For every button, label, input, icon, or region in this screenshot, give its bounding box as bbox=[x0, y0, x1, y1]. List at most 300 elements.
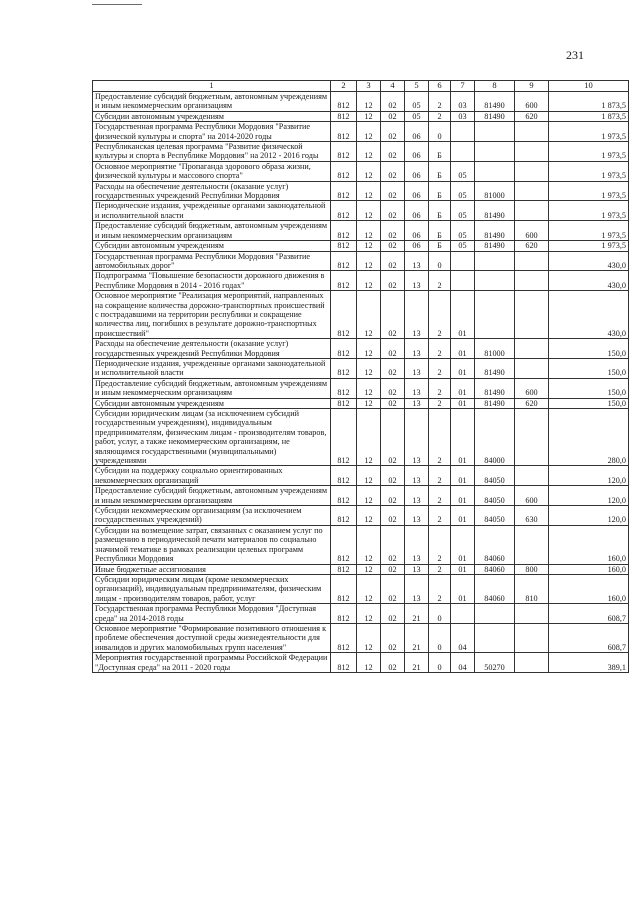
row-code-c7: 01 bbox=[451, 525, 475, 564]
row-code-c5: 05 bbox=[405, 111, 429, 121]
row-code-c7 bbox=[451, 604, 475, 624]
row-code-c6: 2 bbox=[429, 486, 451, 506]
row-code-c2: 812 bbox=[331, 358, 357, 378]
table-row bbox=[93, 241, 629, 251]
row-amount: 150,0 bbox=[549, 339, 629, 359]
row-code-c8: 50270 bbox=[475, 653, 515, 673]
row-code-c8: 81000 bbox=[475, 181, 515, 201]
table-row bbox=[93, 466, 629, 486]
column-header: 4 bbox=[381, 81, 405, 92]
table-row bbox=[93, 378, 629, 398]
row-code-c4: 02 bbox=[381, 409, 405, 466]
column-header: 8 bbox=[475, 81, 515, 92]
table-row bbox=[93, 111, 629, 121]
table-row bbox=[93, 398, 629, 408]
row-code-c4: 02 bbox=[381, 142, 405, 162]
page-number: 231 bbox=[566, 48, 584, 62]
row-code-c8 bbox=[475, 623, 515, 652]
row-code-c7: 01 bbox=[451, 466, 475, 486]
row-code-c3: 12 bbox=[357, 653, 381, 673]
row-code-c4: 02 bbox=[381, 161, 405, 181]
row-code-c3: 12 bbox=[357, 142, 381, 162]
row-code-c3: 12 bbox=[357, 271, 381, 291]
row-code-c7 bbox=[451, 142, 475, 162]
row-code-c6: 2 bbox=[429, 111, 451, 121]
row-code-c5: 13 bbox=[405, 358, 429, 378]
table-row bbox=[93, 409, 629, 466]
row-code-c6: 0 bbox=[429, 653, 451, 673]
row-code-c7: 01 bbox=[451, 564, 475, 574]
row-code-c4: 02 bbox=[381, 604, 405, 624]
row-name: Субсидии юридическим лицам (за исключением субсидий государственным учреждениям), индивидуальным предпринимателям, физическим лицам - производителям товаров, работ, услуг, а также некоммерческим организациям, не являющимся государственными (муниципальными) учреждениями bbox=[93, 409, 331, 466]
row-code-c2: 812 bbox=[331, 142, 357, 162]
row-code-c8: 84060 bbox=[475, 574, 515, 603]
row-name: Периодические издания, учрежденные органами законодательной и исполнительной власти bbox=[93, 358, 331, 378]
row-code-c3: 12 bbox=[357, 409, 381, 466]
row-code-c9 bbox=[515, 161, 549, 181]
row-code-c5: 06 bbox=[405, 122, 429, 142]
column-header: 10 bbox=[549, 81, 629, 92]
row-code-c9 bbox=[515, 358, 549, 378]
row-code-c2: 812 bbox=[331, 92, 357, 112]
row-code-c4: 02 bbox=[381, 358, 405, 378]
row-name: Субсидии автономным учреждениям bbox=[93, 398, 331, 408]
table-row bbox=[93, 92, 629, 112]
row-code-c9 bbox=[515, 623, 549, 652]
row-code-c7 bbox=[451, 251, 475, 271]
row-code-c7: 01 bbox=[451, 358, 475, 378]
row-code-c5: 21 bbox=[405, 623, 429, 652]
row-code-c5: 06 bbox=[405, 201, 429, 221]
row-code-c6: Б bbox=[429, 161, 451, 181]
row-code-c7: 01 bbox=[451, 339, 475, 359]
row-code-c4: 02 bbox=[381, 251, 405, 271]
row-name: Государственная программа Республики Мордовия "Развитие автомобильных дорог" bbox=[93, 251, 331, 271]
row-code-c2: 812 bbox=[331, 409, 357, 466]
row-code-c3: 12 bbox=[357, 398, 381, 408]
row-code-c7: 01 bbox=[451, 486, 475, 506]
row-amount: 1 873,5 bbox=[549, 111, 629, 121]
row-code-c3: 12 bbox=[357, 111, 381, 121]
row-code-c3: 12 bbox=[357, 291, 381, 339]
table-row bbox=[93, 271, 629, 291]
row-code-c9: 810 bbox=[515, 574, 549, 603]
row-code-c9 bbox=[515, 271, 549, 291]
row-code-c3: 12 bbox=[357, 339, 381, 359]
row-code-c7: 03 bbox=[451, 92, 475, 112]
row-code-c8: 84000 bbox=[475, 409, 515, 466]
row-name: Мероприятия государственной программы Российской Федерации "Доступная среда" на 2011 - 2020 годы bbox=[93, 653, 331, 673]
row-code-c3: 12 bbox=[357, 486, 381, 506]
column-header: 1 bbox=[93, 81, 331, 92]
row-code-c6: 2 bbox=[429, 339, 451, 359]
row-code-c9 bbox=[515, 339, 549, 359]
row-code-c5: 06 bbox=[405, 142, 429, 162]
row-code-c2: 812 bbox=[331, 623, 357, 652]
column-header: 5 bbox=[405, 81, 429, 92]
row-code-c6: 2 bbox=[429, 271, 451, 291]
table-row bbox=[93, 201, 629, 221]
row-code-c3: 12 bbox=[357, 181, 381, 201]
row-code-c5: 13 bbox=[405, 378, 429, 398]
row-code-c2: 812 bbox=[331, 378, 357, 398]
row-amount: 1 873,5 bbox=[549, 92, 629, 112]
table-row bbox=[93, 574, 629, 603]
row-name: Предоставление субсидий бюджетным, автономным учреждениям и иным некоммерческим организациям bbox=[93, 221, 331, 241]
row-code-c6: 0 bbox=[429, 604, 451, 624]
row-code-c6: 2 bbox=[429, 378, 451, 398]
row-code-c4: 02 bbox=[381, 506, 405, 526]
row-name: Подпрограмма "Повышение безопасности дорожного движения в Республике Мордовия в 2014 - 2016 годах" bbox=[93, 271, 331, 291]
row-amount: 1 973,5 bbox=[549, 201, 629, 221]
row-code-c4: 02 bbox=[381, 486, 405, 506]
row-code-c9: 620 bbox=[515, 111, 549, 121]
row-code-c7 bbox=[451, 271, 475, 291]
row-code-c5: 21 bbox=[405, 604, 429, 624]
row-code-c8 bbox=[475, 291, 515, 339]
row-code-c5: 13 bbox=[405, 574, 429, 603]
row-code-c4: 02 bbox=[381, 122, 405, 142]
row-code-c3: 12 bbox=[357, 564, 381, 574]
row-code-c4: 02 bbox=[381, 574, 405, 603]
row-code-c3: 12 bbox=[357, 161, 381, 181]
row-amount: 608,7 bbox=[549, 604, 629, 624]
row-code-c9 bbox=[515, 291, 549, 339]
row-code-c3: 12 bbox=[357, 506, 381, 526]
row-code-c2: 812 bbox=[331, 201, 357, 221]
row-code-c5: 13 bbox=[405, 251, 429, 271]
row-name: Предоставление субсидий бюджетным, автономным учреждениям и иным некоммерческим организациям bbox=[93, 378, 331, 398]
row-code-c3: 12 bbox=[357, 358, 381, 378]
row-code-c9: 600 bbox=[515, 92, 549, 112]
row-code-c3: 12 bbox=[357, 378, 381, 398]
row-code-c8 bbox=[475, 604, 515, 624]
row-code-c9 bbox=[515, 181, 549, 201]
row-code-c8: 84060 bbox=[475, 564, 515, 574]
row-code-c4: 02 bbox=[381, 653, 405, 673]
row-code-c8 bbox=[475, 251, 515, 271]
budget-table bbox=[92, 80, 629, 673]
row-code-c6: Б bbox=[429, 241, 451, 251]
row-code-c4: 02 bbox=[381, 291, 405, 339]
row-code-c3: 12 bbox=[357, 466, 381, 486]
row-code-c6: 0 bbox=[429, 122, 451, 142]
row-code-c4: 02 bbox=[381, 398, 405, 408]
row-code-c4: 02 bbox=[381, 241, 405, 251]
row-code-c3: 12 bbox=[357, 251, 381, 271]
row-code-c9: 800 bbox=[515, 564, 549, 574]
row-code-c5: 21 bbox=[405, 653, 429, 673]
table-row bbox=[93, 564, 629, 574]
row-code-c7: 04 bbox=[451, 653, 475, 673]
row-code-c5: 06 bbox=[405, 221, 429, 241]
row-code-c6: Б bbox=[429, 221, 451, 241]
row-name: Государственная программа Республики Мордовия "Развитие физической культуры и спорта" на 2014-2020 годы bbox=[93, 122, 331, 142]
row-code-c9: 600 bbox=[515, 486, 549, 506]
table-row bbox=[93, 221, 629, 241]
row-code-c7: 01 bbox=[451, 506, 475, 526]
row-code-c7: 01 bbox=[451, 574, 475, 603]
row-name: Предоставление субсидий бюджетным, автономным учреждениям и иным некоммерческим организациям bbox=[93, 486, 331, 506]
row-code-c5: 13 bbox=[405, 409, 429, 466]
row-amount: 430,0 bbox=[549, 251, 629, 271]
row-code-c3: 12 bbox=[357, 241, 381, 251]
row-code-c3: 12 bbox=[357, 92, 381, 112]
row-name: Основное мероприятие "Реализация мероприятий, направленных на сокращение количества дорожно-транспортных происшествий с пострадавшими на территории республики и сокращение количества лиц, погибших в результате дорожно-транспортных происшествий" bbox=[93, 291, 331, 339]
row-code-c5: 13 bbox=[405, 339, 429, 359]
row-code-c8 bbox=[475, 161, 515, 181]
row-code-c5: 06 bbox=[405, 181, 429, 201]
table-row bbox=[93, 623, 629, 652]
row-amount: 1 973,5 bbox=[549, 181, 629, 201]
table-row bbox=[93, 525, 629, 564]
table-row bbox=[93, 339, 629, 359]
row-code-c8: 81490 bbox=[475, 378, 515, 398]
row-code-c9: 630 bbox=[515, 506, 549, 526]
row-code-c2: 812 bbox=[331, 604, 357, 624]
row-name: Субсидии на возмещение затрат, связанных с оказанием услуг по размещению в периодической печати материалов по социально значимой тематике в рамках реализации целевых программ Республики Мордовия bbox=[93, 525, 331, 564]
row-code-c4: 02 bbox=[381, 525, 405, 564]
row-code-c5: 13 bbox=[405, 506, 429, 526]
row-code-c9 bbox=[515, 525, 549, 564]
row-code-c5: 13 bbox=[405, 564, 429, 574]
row-code-c4: 02 bbox=[381, 271, 405, 291]
row-code-c3: 12 bbox=[357, 574, 381, 603]
row-code-c4: 02 bbox=[381, 181, 405, 201]
row-code-c5: 06 bbox=[405, 161, 429, 181]
row-name: Основное мероприятие "Формирование позитивного отношения к проблеме обеспечения доступной среды жизнедеятельности для инвалидов и других маломобильных групп населения" bbox=[93, 623, 331, 652]
row-code-c5: 13 bbox=[405, 525, 429, 564]
row-name: Субсидии автономным учреждениям bbox=[93, 111, 331, 121]
row-code-c9: 600 bbox=[515, 378, 549, 398]
row-code-c2: 812 bbox=[331, 466, 357, 486]
row-code-c7: 01 bbox=[451, 291, 475, 339]
row-amount: 1 973,5 bbox=[549, 221, 629, 241]
row-code-c2: 812 bbox=[331, 653, 357, 673]
row-code-c2: 812 bbox=[331, 574, 357, 603]
row-amount: 389,1 bbox=[549, 653, 629, 673]
table-row bbox=[93, 122, 629, 142]
row-code-c3: 12 bbox=[357, 604, 381, 624]
row-code-c7: 03 bbox=[451, 111, 475, 121]
row-code-c2: 812 bbox=[331, 181, 357, 201]
row-code-c4: 02 bbox=[381, 201, 405, 221]
row-code-c9 bbox=[515, 201, 549, 221]
row-code-c8: 81490 bbox=[475, 92, 515, 112]
row-name: Субсидии на поддержку социально ориентированных некоммерческих организаций bbox=[93, 466, 331, 486]
row-code-c6: Б bbox=[429, 201, 451, 221]
row-code-c6: Б bbox=[429, 181, 451, 201]
column-header: 6 bbox=[429, 81, 451, 92]
row-amount: 150,0 bbox=[549, 398, 629, 408]
row-amount: 1 973,5 bbox=[549, 241, 629, 251]
table-row bbox=[93, 291, 629, 339]
row-code-c2: 812 bbox=[331, 221, 357, 241]
row-code-c5: 06 bbox=[405, 241, 429, 251]
row-code-c8: 84050 bbox=[475, 506, 515, 526]
row-code-c2: 812 bbox=[331, 486, 357, 506]
row-code-c7 bbox=[451, 122, 475, 142]
row-code-c7: 05 bbox=[451, 241, 475, 251]
row-code-c8 bbox=[475, 271, 515, 291]
table-row bbox=[93, 181, 629, 201]
row-name: Государственная программа Республики Мордовия "Доступная среда" на 2014-2018 годы bbox=[93, 604, 331, 624]
scan-mark bbox=[92, 4, 142, 5]
row-code-c7: 05 bbox=[451, 221, 475, 241]
row-code-c6: 2 bbox=[429, 398, 451, 408]
table-row bbox=[93, 251, 629, 271]
row-code-c2: 812 bbox=[331, 111, 357, 121]
row-code-c9 bbox=[515, 653, 549, 673]
row-code-c8: 81000 bbox=[475, 339, 515, 359]
row-code-c6: 2 bbox=[429, 358, 451, 378]
row-code-c2: 812 bbox=[331, 564, 357, 574]
row-code-c3: 12 bbox=[357, 201, 381, 221]
row-code-c2: 812 bbox=[331, 251, 357, 271]
row-code-c4: 02 bbox=[381, 564, 405, 574]
row-code-c6: 2 bbox=[429, 466, 451, 486]
row-code-c5: 13 bbox=[405, 486, 429, 506]
row-code-c4: 02 bbox=[381, 378, 405, 398]
row-code-c4: 02 bbox=[381, 221, 405, 241]
row-code-c9: 620 bbox=[515, 398, 549, 408]
row-code-c2: 812 bbox=[331, 271, 357, 291]
column-header: 9 bbox=[515, 81, 549, 92]
row-code-c5: 13 bbox=[405, 466, 429, 486]
row-name: Субсидии некоммерческим организациям (за исключением государственных учреждений) bbox=[93, 506, 331, 526]
row-amount: 1 973,5 bbox=[549, 122, 629, 142]
row-code-c8: 81490 bbox=[475, 398, 515, 408]
row-code-c4: 02 bbox=[381, 111, 405, 121]
row-amount: 430,0 bbox=[549, 271, 629, 291]
row-code-c4: 02 bbox=[381, 339, 405, 359]
row-code-c2: 812 bbox=[331, 398, 357, 408]
row-code-c9 bbox=[515, 122, 549, 142]
row-name: Основное мероприятие "Пропаганда здорового образа жизни, физической культуры и массового спорта" bbox=[93, 161, 331, 181]
table-row bbox=[93, 604, 629, 624]
row-code-c3: 12 bbox=[357, 221, 381, 241]
table-row bbox=[93, 486, 629, 506]
table-row bbox=[93, 161, 629, 181]
row-name: Субсидии юридическим лицам (кроме некоммерческих организаций), индивидуальным предпринимателям, физическим лицам - производителям товаров, работ, услуг bbox=[93, 574, 331, 603]
row-code-c3: 12 bbox=[357, 525, 381, 564]
row-code-c6: 0 bbox=[429, 251, 451, 271]
row-name: Иные бюджетные ассигнования bbox=[93, 564, 331, 574]
row-code-c6: 2 bbox=[429, 409, 451, 466]
table-header-row bbox=[93, 81, 629, 92]
row-amount: 120,0 bbox=[549, 506, 629, 526]
row-code-c9 bbox=[515, 409, 549, 466]
row-code-c5: 13 bbox=[405, 398, 429, 408]
row-code-c5: 13 bbox=[405, 291, 429, 339]
row-code-c7: 05 bbox=[451, 181, 475, 201]
row-code-c9 bbox=[515, 142, 549, 162]
row-code-c8: 84060 bbox=[475, 525, 515, 564]
row-code-c7: 05 bbox=[451, 201, 475, 221]
row-code-c8 bbox=[475, 142, 515, 162]
row-code-c8: 81490 bbox=[475, 111, 515, 121]
row-code-c7: 01 bbox=[451, 378, 475, 398]
row-code-c7: 01 bbox=[451, 398, 475, 408]
table-row bbox=[93, 142, 629, 162]
row-code-c2: 812 bbox=[331, 122, 357, 142]
row-code-c2: 812 bbox=[331, 339, 357, 359]
row-code-c2: 812 bbox=[331, 506, 357, 526]
row-name: Предоставление субсидий бюджетным, автономным учреждениям и иным некоммерческим организациям bbox=[93, 92, 331, 112]
row-code-c9: 620 bbox=[515, 241, 549, 251]
row-code-c2: 812 bbox=[331, 291, 357, 339]
row-amount: 1 973,5 bbox=[549, 161, 629, 181]
row-code-c2: 812 bbox=[331, 525, 357, 564]
row-amount: 160,0 bbox=[549, 564, 629, 574]
row-code-c6: Б bbox=[429, 142, 451, 162]
table-row bbox=[93, 358, 629, 378]
row-code-c7: 01 bbox=[451, 409, 475, 466]
row-code-c8: 81490 bbox=[475, 241, 515, 251]
row-amount: 608,7 bbox=[549, 623, 629, 652]
row-code-c5: 13 bbox=[405, 271, 429, 291]
row-code-c8: 84050 bbox=[475, 466, 515, 486]
row-code-c3: 12 bbox=[357, 122, 381, 142]
row-code-c8: 84050 bbox=[475, 486, 515, 506]
row-code-c4: 02 bbox=[381, 623, 405, 652]
column-header: 2 bbox=[331, 81, 357, 92]
row-amount: 1 973,5 bbox=[549, 142, 629, 162]
row-code-c2: 812 bbox=[331, 241, 357, 251]
row-code-c6: 2 bbox=[429, 291, 451, 339]
row-name: Расходы на обеспечение деятельности (оказание услуг) государственных учреждений Республики Мордовия bbox=[93, 181, 331, 201]
row-code-c4: 02 bbox=[381, 92, 405, 112]
row-code-c3: 12 bbox=[357, 623, 381, 652]
row-amount: 160,0 bbox=[549, 525, 629, 564]
column-header: 3 bbox=[357, 81, 381, 92]
row-code-c2: 812 bbox=[331, 161, 357, 181]
row-name: Расходы на обеспечение деятельности (оказание услуг) государственных учреждений Республики Мордовия bbox=[93, 339, 331, 359]
row-code-c9: 600 bbox=[515, 221, 549, 241]
row-code-c4: 02 bbox=[381, 466, 405, 486]
table-body bbox=[93, 92, 629, 673]
row-code-c7: 04 bbox=[451, 623, 475, 652]
row-amount: 150,0 bbox=[549, 378, 629, 398]
row-code-c8: 81490 bbox=[475, 358, 515, 378]
row-amount: 120,0 bbox=[549, 486, 629, 506]
row-amount: 150,0 bbox=[549, 358, 629, 378]
row-name: Периодические издания, учрежденные органами законодательной и исполнительной власти bbox=[93, 201, 331, 221]
row-name: Субсидии автономным учреждениям bbox=[93, 241, 331, 251]
row-name: Республиканская целевая программа "Развитие физической культуры и спорта в Республике Мордовия" на 2012 - 2016 годы bbox=[93, 142, 331, 162]
row-code-c8: 81490 bbox=[475, 221, 515, 241]
row-amount: 280,0 bbox=[549, 409, 629, 466]
table-row bbox=[93, 506, 629, 526]
table-row bbox=[93, 653, 629, 673]
row-code-c9 bbox=[515, 251, 549, 271]
row-code-c5: 05 bbox=[405, 92, 429, 112]
row-code-c6: 0 bbox=[429, 623, 451, 652]
row-code-c8: 81490 bbox=[475, 201, 515, 221]
row-code-c6: 2 bbox=[429, 525, 451, 564]
row-code-c9 bbox=[515, 604, 549, 624]
row-code-c6: 2 bbox=[429, 574, 451, 603]
row-amount: 160,0 bbox=[549, 574, 629, 603]
row-amount: 430,0 bbox=[549, 291, 629, 339]
row-code-c9 bbox=[515, 466, 549, 486]
row-code-c6: 2 bbox=[429, 564, 451, 574]
column-header: 7 bbox=[451, 81, 475, 92]
row-code-c6: 2 bbox=[429, 506, 451, 526]
row-code-c6: 2 bbox=[429, 92, 451, 112]
row-code-c7: 05 bbox=[451, 161, 475, 181]
row-code-c8 bbox=[475, 122, 515, 142]
